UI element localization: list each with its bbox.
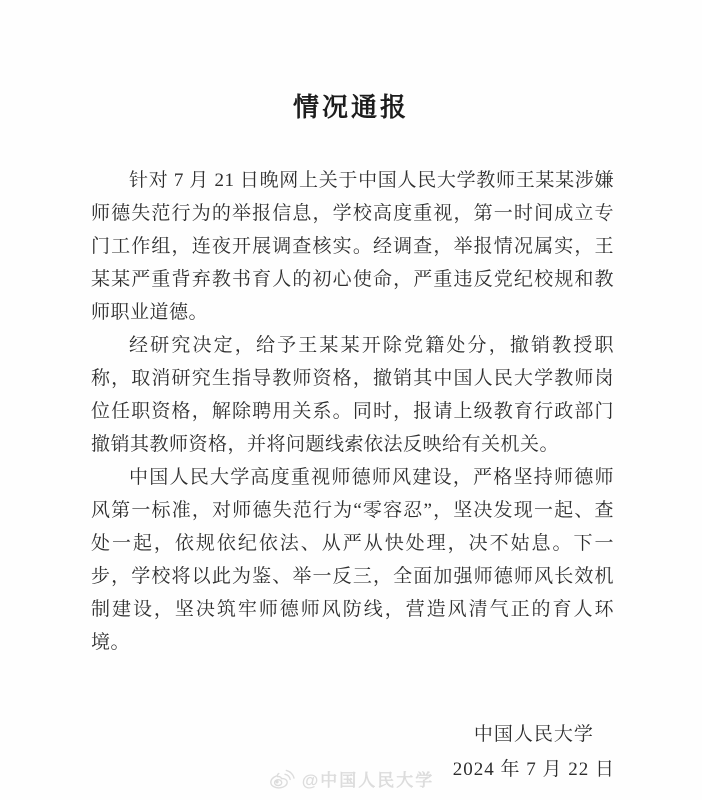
watermark-text: @中国人民大学 [301,771,435,790]
signature-date: 2024 年 7 月 22 日 [452,759,615,780]
paragraph-decision: 经研究决定，给予王某某开除党籍处分，撤销教授职称，取消研究生指导教师资格，撤销其中国人民大学教师岗位任职资格，解除聘用关系。同时，报请上级教育行政部门撤销其教师资格，并将问题线索依法反映给有关机关。 [91,335,614,455]
weibo-icon [268,767,296,791]
document-body [91,164,614,659]
watermark [0,766,702,791]
signature-org: 中国人民大学 [473,724,594,745]
document-title: 情况通报 [292,93,409,122]
paragraph-policy: 中国人民大学高度重视师德师风建设，严格坚持师德师风第一标准，对师德失范行为“零容忍”，坚决发现一起、查处一起，依规依纪依法、从严从快处理，决不姑息。下一步，学校将以此为鉴、举一反三，全面加强师德师风长效机制建设，坚决筑牢师德师风防线，营造风清气正的育人环境。 [91,467,614,653]
paragraph-investigation: 针对 7 月 21 日晚网上关于中国人民大学教师王某某涉嫌师德失范行为的举报信息，学校高度重视，第一时间成立专门工作组，连夜开展调查核实。经调查，举报情况属实，王某某严重背弃教书育人的初心使命，严重违反党纪校规和教师职业道德。 [91,170,614,323]
